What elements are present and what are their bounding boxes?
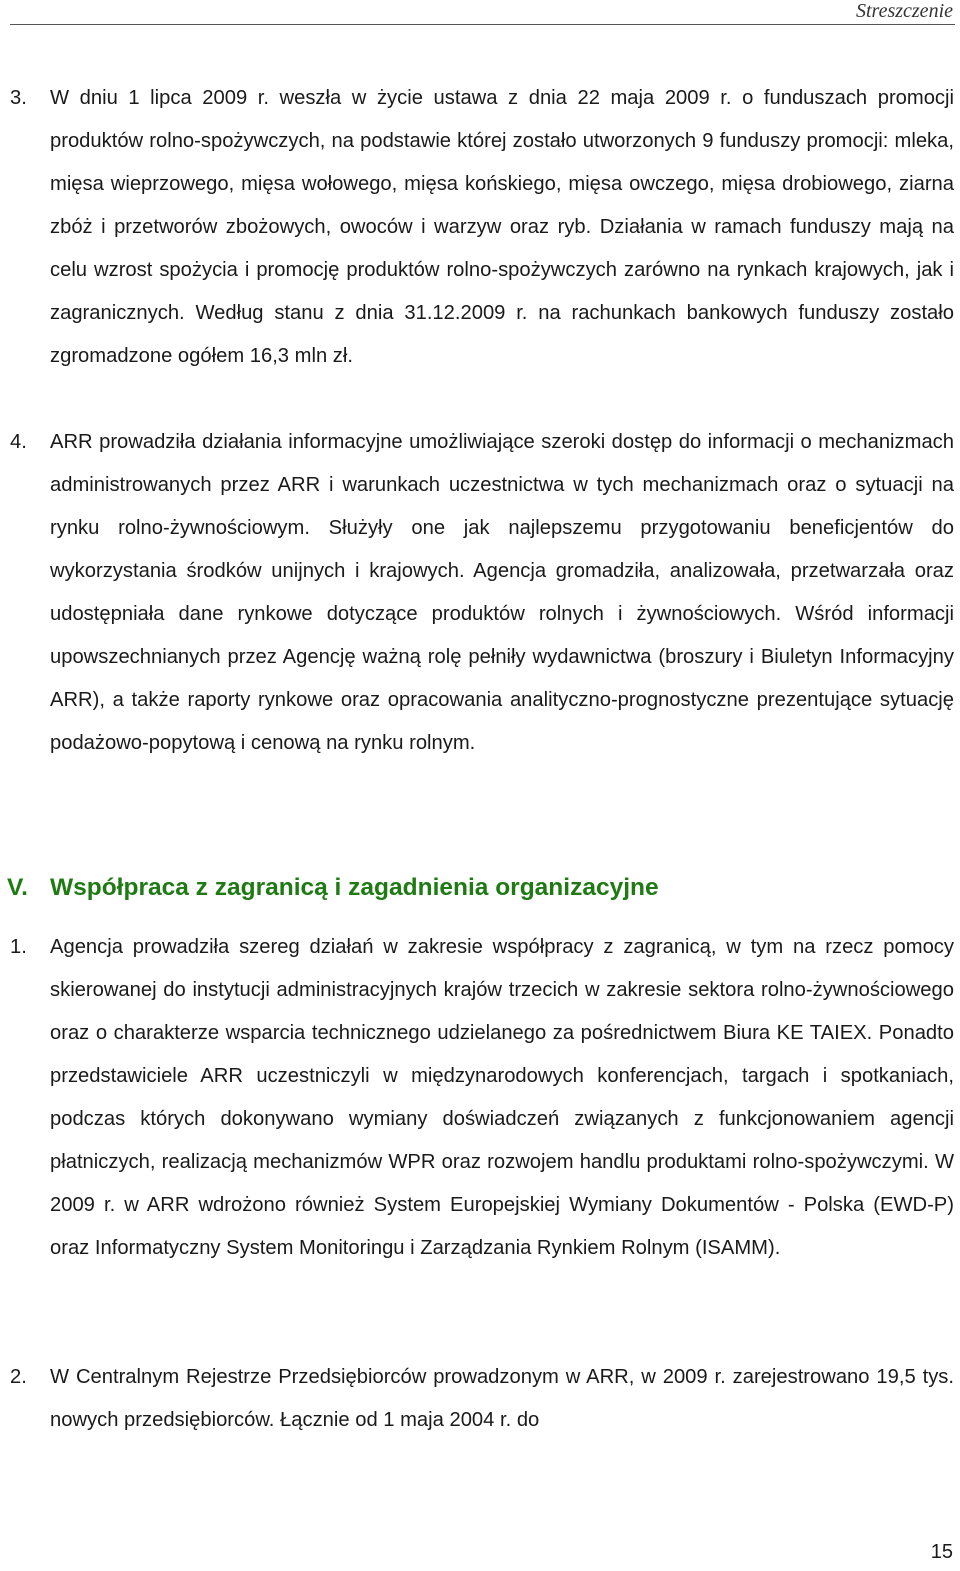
- item-text: Agencja prowadziła szereg działań w zakresie współpracy z zagranicą, w tym na rzecz pomocy skierowanej do instytucji administracyjnych krajów trzecich w zakresie sektora rolno-żywnościowego oraz o charakterze wsparcia technicznego udzielanego za pośrednictwem Biura KE TAIEX. Ponadto przedstawiciele ARR uczestniczyli w międzynarodowych konferencjach, targach i spotkaniach, podczas których dokonywano wymiany doświadczeń związanych z funkcjonowaniem agencji płatniczych, realizacją mechanizmów WPR oraz rozwojem handlu produktami rolno-spożywczymi. W 2009 r. w ARR wdrożono również System Europejskiej Wymiany Dokumentów - Polska (EWD-P) oraz Informatyczny System Monitoringu i Zarządzania Rynkiem Rolnym (ISAMM).: [50, 936, 954, 1259]
- section-heading: [7, 866, 947, 909]
- item-text: W Centralnym Rejestrze Przedsiębiorców prowadzonym w ARR, w 2009 r. zarejestrowano 19,5 tys. nowych przedsiębiorców. Łącznie od 1 maja 2004 r. do: [50, 1366, 954, 1431]
- item-number: 2.: [10, 1366, 27, 1388]
- page-number: 15: [930, 1541, 953, 1563]
- item-text: W dniu 1 lipca 2009 r. weszła w życie ustawa z dnia 22 maja 2009 r. o funduszach promocji produktów rolno-spożywczych, na podstawie której zostało utworzonych 9 funduszy promocji: mleka, mięsa wieprzowego, mięsa wołowego, mięsa końskiego, mięsa owczego, mięsa drobiowego, ziarna zbóż i przetworów zbożowych, owoców i warzyw oraz ryb. Działania w ramach funduszy mają na celu wzrost spożycia i promocję produktów rolno-spożywczych zarówno na rynkach krajowych, jak i zagranicznych. Według stanu z dnia 31.12.2009 r. na rachunkach bankowych funduszy zostało zgromadzone ogółem 16,3 mln zł.: [50, 87, 954, 367]
- item-number: 4.: [10, 431, 27, 453]
- item-number: 3.: [10, 87, 27, 109]
- section-roman-numeral: V.: [7, 874, 28, 901]
- list-item-3: [10, 77, 954, 378]
- section-list-item-2: [10, 1356, 954, 1442]
- section-list-item-1: [10, 926, 954, 1270]
- header-title: Streszczenie: [855, 0, 953, 22]
- item-text: ARR prowadziła działania informacyjne umożliwiające szeroki dostęp do informacji o mechanizmach administrowanych przez ARR i warunkach uczestnictwa w tych mechanizmach oraz o sytuacji na rynku rolno-żywnościowym. Służyły one jak najlepszemu przygotowaniu beneficjentów do wykorzystania środków unijnych i krajowych. Agencja gromadziła, analizowała, przetwarzała oraz udostępniała dane rynkowe dotyczące produktów rolnych i żywnościowych. Wśród informacji upowszechnianych przez Agencję ważną rolę pełniły wydawnictwa (broszury i Biuletyn Informacyjny ARR), a także raporty rynkowe oraz opracowania analityczno-prognostyczne prezentujące sytuację podażowo-popytową i cenową na rynku rolnym.: [50, 431, 954, 754]
- section-title: Współpraca z zagranicą i zagadnienia organizacyjne: [50, 874, 659, 901]
- list-item-4: [10, 421, 954, 765]
- running-header: [10, 0, 955, 25]
- item-number: 1.: [10, 936, 27, 958]
